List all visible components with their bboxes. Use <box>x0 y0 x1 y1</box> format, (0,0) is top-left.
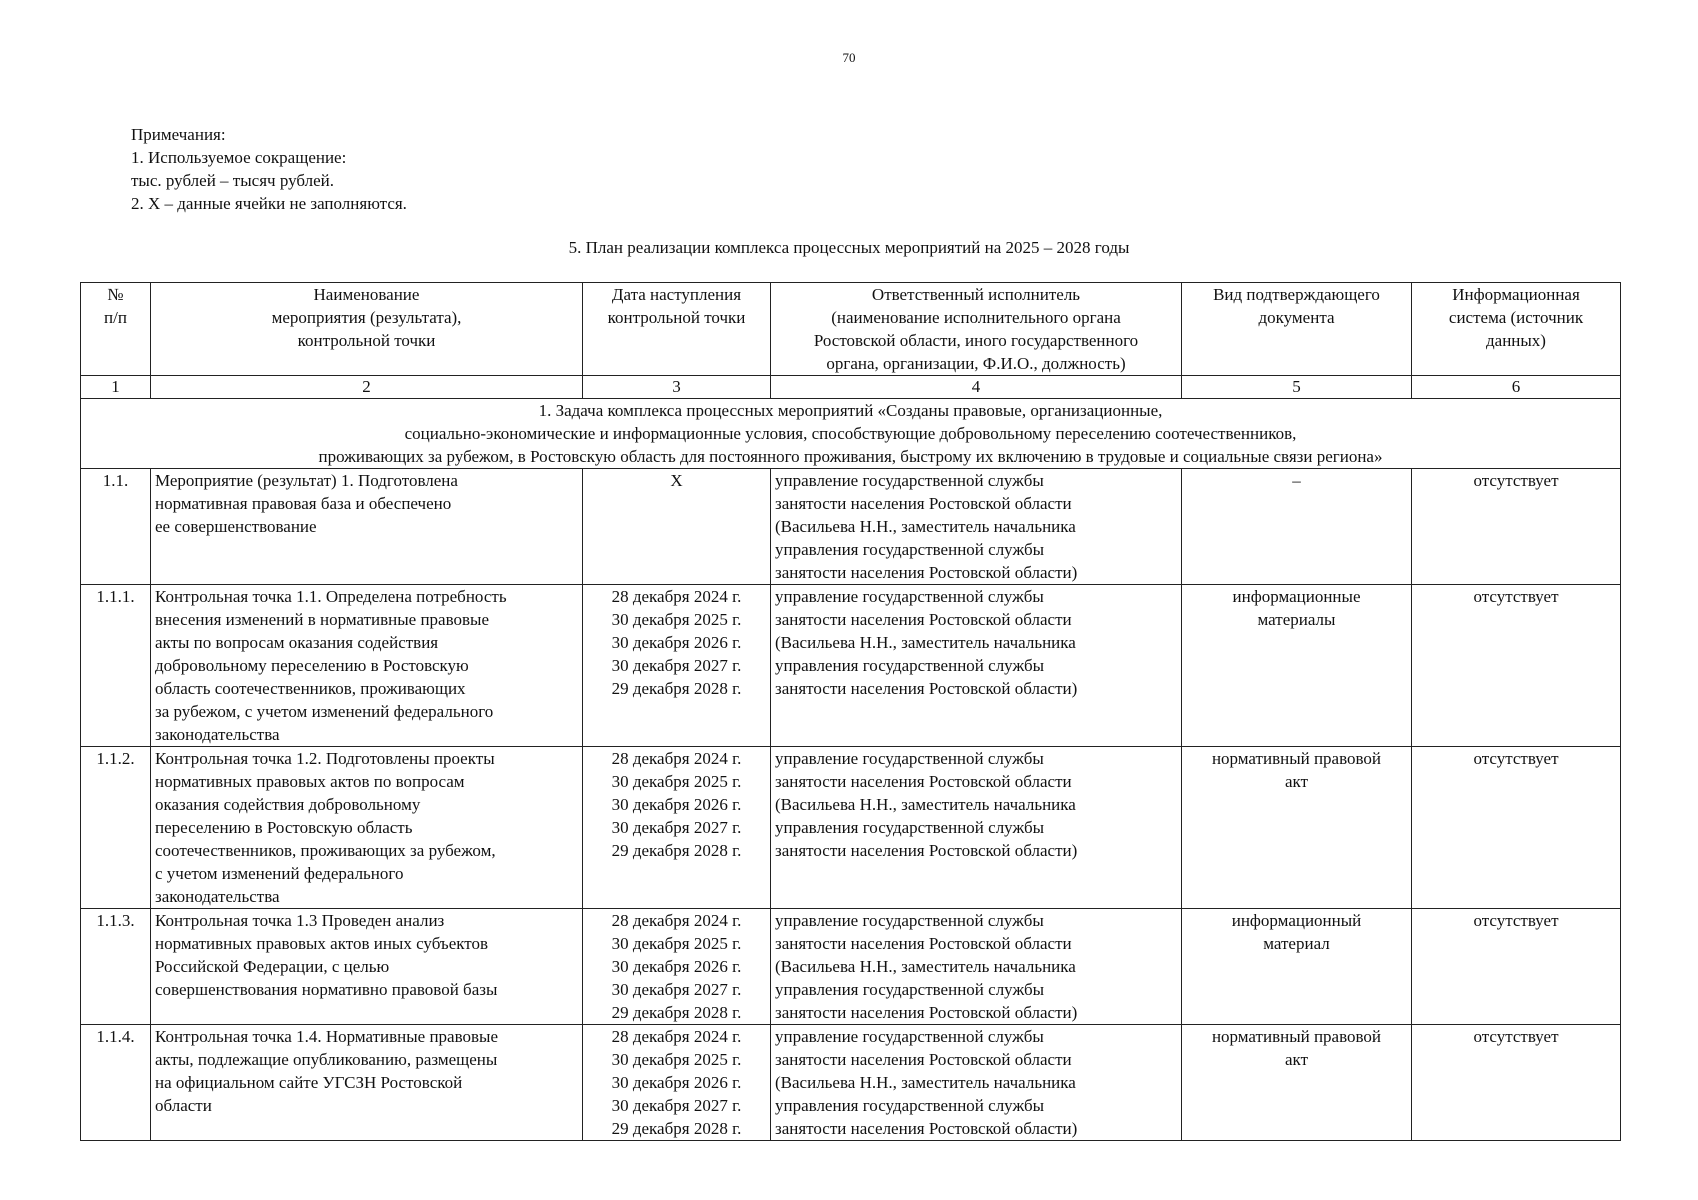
row-num: 1.1. <box>81 469 151 585</box>
row-doc: информационные материалы <box>1182 585 1412 747</box>
col-number: 6 <box>1412 376 1621 399</box>
notes-line-1: 1. Используемое сокращение: <box>131 148 347 167</box>
row-date: 28 декабря 2024 г. 30 декабря 2025 г. 30 декабря 2026 г. 30 декабря 2027 г. 29 декабря 2028 г. <box>583 909 771 1025</box>
col-number: 4 <box>771 376 1182 399</box>
row-num: 1.1.1. <box>81 585 151 747</box>
header-responsible: Ответственный исполнитель (наименование исполнительного органа Ростовской области, иного государственного органа, организации, Ф.И.О., должность) <box>771 283 1182 376</box>
table-row <box>81 469 1621 585</box>
notes-title: Примечания: <box>131 125 226 144</box>
row-date: 28 декабря 2024 г. 30 декабря 2025 г. 30 декабря 2026 г. 30 декабря 2027 г. 29 декабря 2028 г. <box>583 585 771 747</box>
header-doc: Вид подтверждающего документа <box>1182 283 1412 376</box>
row-date: 28 декабря 2024 г. 30 декабря 2025 г. 30 декабря 2026 г. 30 декабря 2027 г. 29 декабря 2028 г. <box>583 747 771 909</box>
row-num: 1.1.3. <box>81 909 151 1025</box>
row-responsible: управление государственной службы занятости населения Ростовской области (Васильева Н.Н., заместитель начальника управления государственной службы занятости населения Ростовской области) <box>771 747 1182 909</box>
notes-block <box>131 123 407 215</box>
row-num: 1.1.4. <box>81 1025 151 1141</box>
row-responsible: управление государственной службы занятости населения Ростовской области (Васильева Н.Н., заместитель начальника управления государственной службы занятости населения Ростовской области) <box>771 909 1182 1025</box>
header-date: Дата наступления контрольной точки <box>583 283 771 376</box>
column-number-row <box>81 376 1621 399</box>
row-doc: информационный материал <box>1182 909 1412 1025</box>
notes-line-3: 2. X – данные ячейки не заполняются. <box>131 194 407 213</box>
col-number: 2 <box>151 376 583 399</box>
col-number: 5 <box>1182 376 1412 399</box>
row-name: Контрольная точка 1.3 Проведен анализ нормативных правовых актов иных субъектов Российской Федерации, с целью совершенствования нормативно правовой базы <box>151 909 583 1025</box>
row-doc: нормативный правовой акт <box>1182 1025 1412 1141</box>
row-responsible: управление государственной службы занятости населения Ростовской области (Васильева Н.Н., заместитель начальника управления государственной службы занятости населения Ростовской области) <box>771 1025 1182 1141</box>
header-num: № п/п <box>81 283 151 376</box>
plan-table <box>80 282 1621 1141</box>
row-date: X <box>583 469 771 585</box>
row-name: Контрольная точка 1.4. Нормативные правовые акты, подлежащие опубликованию, размещены на официальном сайте УГСЗН Ростовской области <box>151 1025 583 1141</box>
section-title: 5. План реализации комплекса процессных мероприятий на 2025 – 2028 годы <box>568 238 1130 257</box>
row-name: Мероприятие (результат) 1. Подготовлена нормативная правовая база и обеспечено ее совершенствование <box>151 469 583 585</box>
col-number: 1 <box>81 376 151 399</box>
header-system: Информационная система (источник данных) <box>1412 283 1621 376</box>
row-responsible: управление государственной службы занятости населения Ростовской области (Васильева Н.Н., заместитель начальника управления государственной службы занятости населения Ростовской области) <box>771 469 1182 585</box>
row-num: 1.1.2. <box>81 747 151 909</box>
task-cell: 1. Задача комплекса процессных мероприятий «Созданы правовые, организационные, социально-экономические и информационные условия, способствующие добровольному переселению соотечественников, проживающих за рубежом, в Ростовскую область для постоянного проживания, быстрому их включению в трудовые и социальные связи региона» <box>81 399 1621 469</box>
table-row <box>81 909 1621 1025</box>
row-system: отсутствует <box>1412 585 1621 747</box>
row-system: отсутствует <box>1412 469 1621 585</box>
header-name: Наименование мероприятия (результата), контрольной точки <box>151 283 583 376</box>
col-number: 3 <box>583 376 771 399</box>
row-doc: нормативный правовой акт <box>1182 747 1412 909</box>
row-system: отсутствует <box>1412 747 1621 909</box>
row-date: 28 декабря 2024 г. 30 декабря 2025 г. 30 декабря 2026 г. 30 декабря 2027 г. 29 декабря 2028 г. <box>583 1025 771 1141</box>
row-responsible: управление государственной службы занятости населения Ростовской области (Васильева Н.Н., заместитель начальника управления государственной службы занятости населения Ростовской области) <box>771 585 1182 747</box>
table-row <box>81 585 1621 747</box>
table-row <box>81 747 1621 909</box>
page-number: 70 <box>842 50 856 65</box>
row-name: Контрольная точка 1.1. Определена потребность внесения изменений в нормативные правовые акты по вопросам оказания содействия добровольному переселению в Ростовскую область соотечественников, проживающих за рубежом, с учетом изменений федерального законодательства <box>151 585 583 747</box>
task-row <box>81 399 1621 469</box>
table-row <box>81 1025 1621 1141</box>
row-system: отсутствует <box>1412 909 1621 1025</box>
row-name: Контрольная точка 1.2. Подготовлены проекты нормативных правовых актов по вопросам оказания содействия добровольному переселению в Ростовскую область соотечественников, проживающих за рубежом, с учетом изменений федерального законодательства <box>151 747 583 909</box>
header-row <box>81 283 1621 376</box>
row-doc: – <box>1182 469 1412 585</box>
notes-line-2: тыс. рублей – тысяч рублей. <box>131 171 334 190</box>
row-system: отсутствует <box>1412 1025 1621 1141</box>
